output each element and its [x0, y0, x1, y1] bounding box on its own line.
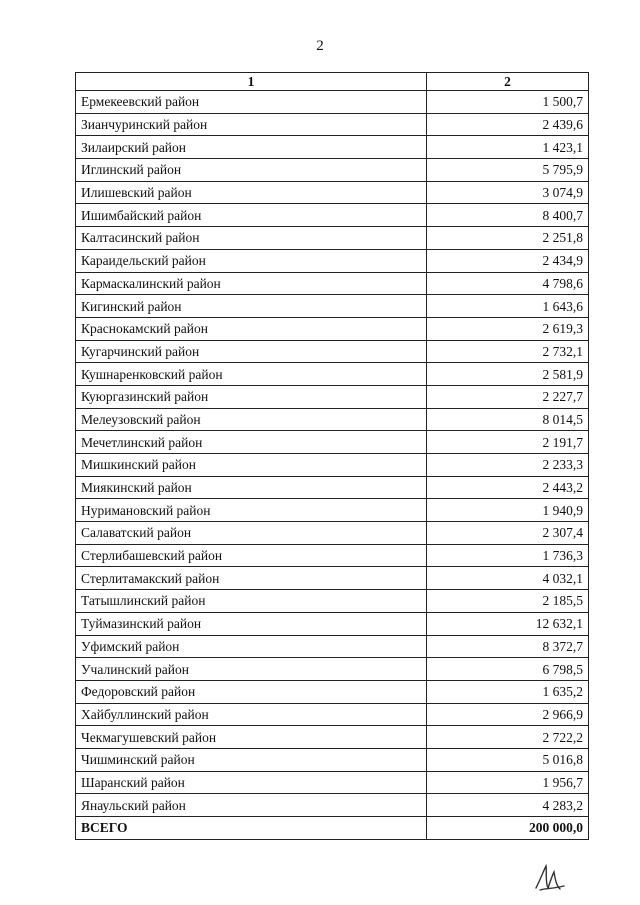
- table-row: [76, 726, 589, 749]
- district-value: 1 635,2: [427, 680, 589, 703]
- table-row: [76, 499, 589, 522]
- district-value: 2 439,6: [427, 113, 589, 136]
- district-value: 1 940,9: [427, 499, 589, 522]
- district-name: Чекмагушевский район: [76, 726, 427, 749]
- total-row: [76, 817, 589, 840]
- district-table: [75, 72, 589, 840]
- district-name: Уфимский район: [76, 635, 427, 658]
- district-name: Кугарчинский район: [76, 340, 427, 363]
- district-value: 2 581,9: [427, 363, 589, 386]
- table-row: [76, 385, 589, 408]
- district-name: Салаватский район: [76, 522, 427, 545]
- table-row: [76, 771, 589, 794]
- table-row: [76, 544, 589, 567]
- table-row: [76, 476, 589, 499]
- district-value: 12 632,1: [427, 612, 589, 635]
- page-number: 2: [316, 38, 324, 54]
- district-name: Иглинский район: [76, 159, 427, 182]
- district-name: Стерлитамакский район: [76, 567, 427, 590]
- district-name: Зианчуринский район: [76, 113, 427, 136]
- table-row: [76, 635, 589, 658]
- district-value: 1 643,6: [427, 295, 589, 318]
- table-row: [76, 272, 589, 295]
- total-label: ВСЕГО: [76, 817, 427, 840]
- district-value: 2 966,9: [427, 703, 589, 726]
- district-name: Стерлибашевский район: [76, 544, 427, 567]
- district-value: 2 443,2: [427, 476, 589, 499]
- table-row: [76, 91, 589, 114]
- district-name: Туймазинский район: [76, 612, 427, 635]
- table-row: [76, 748, 589, 771]
- table-row: [76, 454, 589, 477]
- table-row: [76, 340, 589, 363]
- table-row: [76, 159, 589, 182]
- district-value: 4 798,6: [427, 272, 589, 295]
- district-value: 6 798,5: [427, 658, 589, 681]
- district-value: 2 732,1: [427, 340, 589, 363]
- district-value: 8 400,7: [427, 204, 589, 227]
- district-name: Мишкинский район: [76, 454, 427, 477]
- district-name: Мечетлинский район: [76, 431, 427, 454]
- table-row: [76, 612, 589, 635]
- table-row: [76, 408, 589, 431]
- table-row: [76, 590, 589, 613]
- table-row: [76, 249, 589, 272]
- table-row: [76, 794, 589, 817]
- district-name: Кармаскалинский район: [76, 272, 427, 295]
- total-value: 200 000,0: [427, 817, 589, 840]
- district-value: 2 191,7: [427, 431, 589, 454]
- district-name: Нуримановский район: [76, 499, 427, 522]
- table-row: [76, 431, 589, 454]
- column-header-1: 1: [76, 73, 427, 91]
- district-name: Илишевский район: [76, 181, 427, 204]
- table-row: [76, 680, 589, 703]
- district-value: 8 014,5: [427, 408, 589, 431]
- table-row: [76, 295, 589, 318]
- district-value: 1 500,7: [427, 91, 589, 114]
- district-value: 2 722,2: [427, 726, 589, 749]
- signature-icon: [530, 858, 570, 898]
- table-row: [76, 136, 589, 159]
- district-value: 2 185,5: [427, 590, 589, 613]
- district-value: 1 423,1: [427, 136, 589, 159]
- table-row: [76, 227, 589, 250]
- table-row: [76, 204, 589, 227]
- district-name: Караидельский район: [76, 249, 427, 272]
- table-row: [76, 363, 589, 386]
- district-value: 4 283,2: [427, 794, 589, 817]
- district-value: 4 032,1: [427, 567, 589, 590]
- district-name: Кушнаренковский район: [76, 363, 427, 386]
- district-name: Калтасинский район: [76, 227, 427, 250]
- district-name: Учалинский район: [76, 658, 427, 681]
- district-name: Федоровский район: [76, 680, 427, 703]
- district-value: 2 227,7: [427, 385, 589, 408]
- district-value: 3 074,9: [427, 181, 589, 204]
- district-name: Чишминский район: [76, 748, 427, 771]
- table-row: [76, 658, 589, 681]
- district-value: 5 795,9: [427, 159, 589, 182]
- district-value: 1 956,7: [427, 771, 589, 794]
- table-body: [76, 91, 589, 840]
- district-name: Мелеузовский район: [76, 408, 427, 431]
- district-name: Куюргазинский район: [76, 385, 427, 408]
- table-row: [76, 317, 589, 340]
- district-value: 2 434,9: [427, 249, 589, 272]
- table-header-row: [76, 73, 589, 91]
- district-name: Краснокамский район: [76, 317, 427, 340]
- district-value: 8 372,7: [427, 635, 589, 658]
- district-value: 1 736,3: [427, 544, 589, 567]
- district-name: Ермекеевский район: [76, 91, 427, 114]
- district-name: Татышлинский район: [76, 590, 427, 613]
- column-header-2: 2: [427, 73, 589, 91]
- district-value: 5 016,8: [427, 748, 589, 771]
- district-name: Шаранский район: [76, 771, 427, 794]
- table-row: [76, 181, 589, 204]
- district-value: 2 307,4: [427, 522, 589, 545]
- table-row: [76, 703, 589, 726]
- district-value: 2 619,3: [427, 317, 589, 340]
- district-name: Хайбуллинский район: [76, 703, 427, 726]
- district-name: Кигинский район: [76, 295, 427, 318]
- table-row: [76, 113, 589, 136]
- district-value: 2 233,3: [427, 454, 589, 477]
- table-row: [76, 567, 589, 590]
- district-name: Янаульский район: [76, 794, 427, 817]
- district-name: Ишимбайский район: [76, 204, 427, 227]
- district-value: 2 251,8: [427, 227, 589, 250]
- district-name: Зилаирский район: [76, 136, 427, 159]
- district-name: Миякинский район: [76, 476, 427, 499]
- table-row: [76, 522, 589, 545]
